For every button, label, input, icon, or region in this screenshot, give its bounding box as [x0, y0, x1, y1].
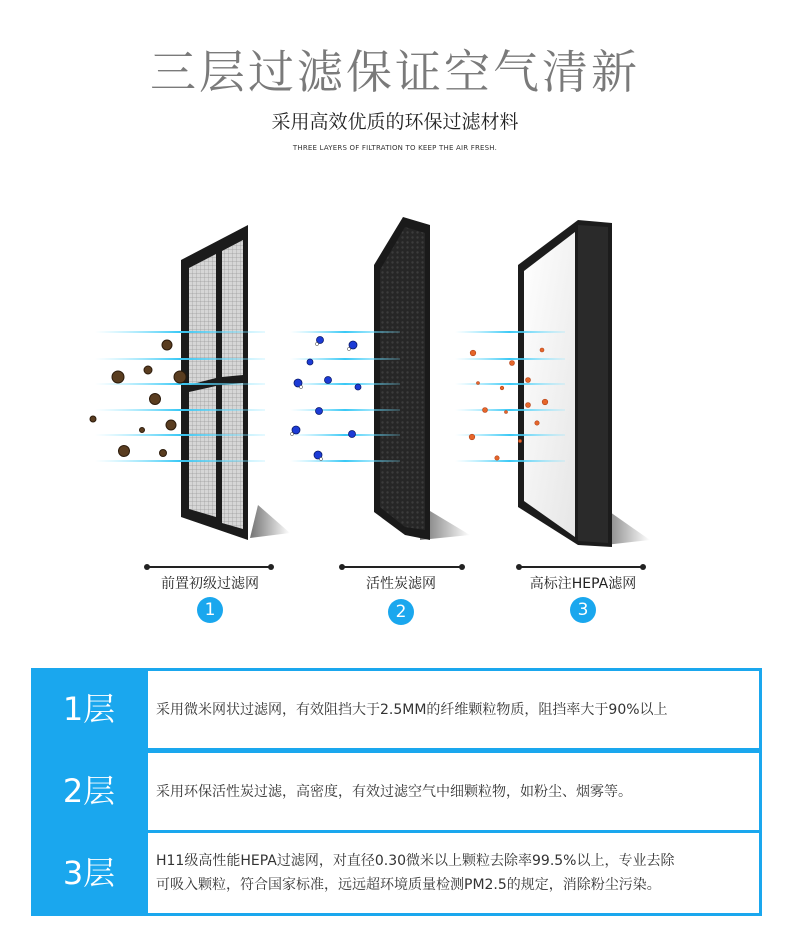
filter-1-illustration [181, 225, 290, 540]
filter-1-caption-line [147, 566, 271, 568]
filter-1-number-badge: 1 [197, 597, 223, 623]
filter-2-label: 活性炭滤网 [366, 576, 436, 592]
molecule-particles [290, 337, 361, 461]
filter-3-number-badge: 3 [570, 597, 596, 623]
filter-1-label: 前置初级过滤网 [161, 576, 259, 592]
layer-3-description [148, 833, 759, 913]
layer-2-description [148, 753, 759, 830]
filter-layers-table [31, 668, 762, 916]
layer-3-line-2: 可吸入颗粒，符合国家标准，远远超环境质量检测PM2.5的规定，消除粉尘污染。 [156, 877, 661, 893]
layer-2-label: 2层 [62, 772, 116, 810]
filter-3-label: 高标注HEPA滤网 [529, 576, 637, 592]
filter-2-number-badge: 2 [388, 599, 414, 625]
filter-2-illustration [374, 217, 470, 540]
large-particles [90, 340, 186, 457]
layer-row-2 [34, 753, 759, 830]
air-flow-lines [95, 331, 565, 462]
filter-3-caption-line [519, 566, 643, 568]
layer-row-3 [34, 833, 759, 913]
page-tagline: THREE LAYERS OF FILTRATION TO KEEP THE AIR FRESH. [292, 144, 498, 152]
layer-row-1 [34, 671, 759, 748]
layer-1-description [148, 671, 759, 748]
layer-3-label: 3层 [62, 854, 116, 892]
page-subtitle: 采用高效优质的环保过滤材料 [271, 111, 519, 133]
filter-2-caption-line [342, 566, 462, 568]
layer-3-line-1: H11级高性能HEPA过滤网，对直径0.30微米以上颗粒去除率99.5%以上，专业去除 [156, 853, 675, 869]
layer-1-label: 1层 [62, 690, 116, 728]
layer-2-line-1: 采用环保活性炭过滤，高密度，有效过滤空气中细颗粒物，如粉尘、烟雾等。 [156, 783, 632, 800]
page-title: 三层过滤保证空气清新 [150, 45, 640, 99]
filters-illustration [0, 205, 790, 565]
layer-1-line-1: 采用微米网状过滤网，有效阻挡大于2.5MM的纤维颗粒物质，阻挡率大于90%以上 [156, 701, 668, 718]
